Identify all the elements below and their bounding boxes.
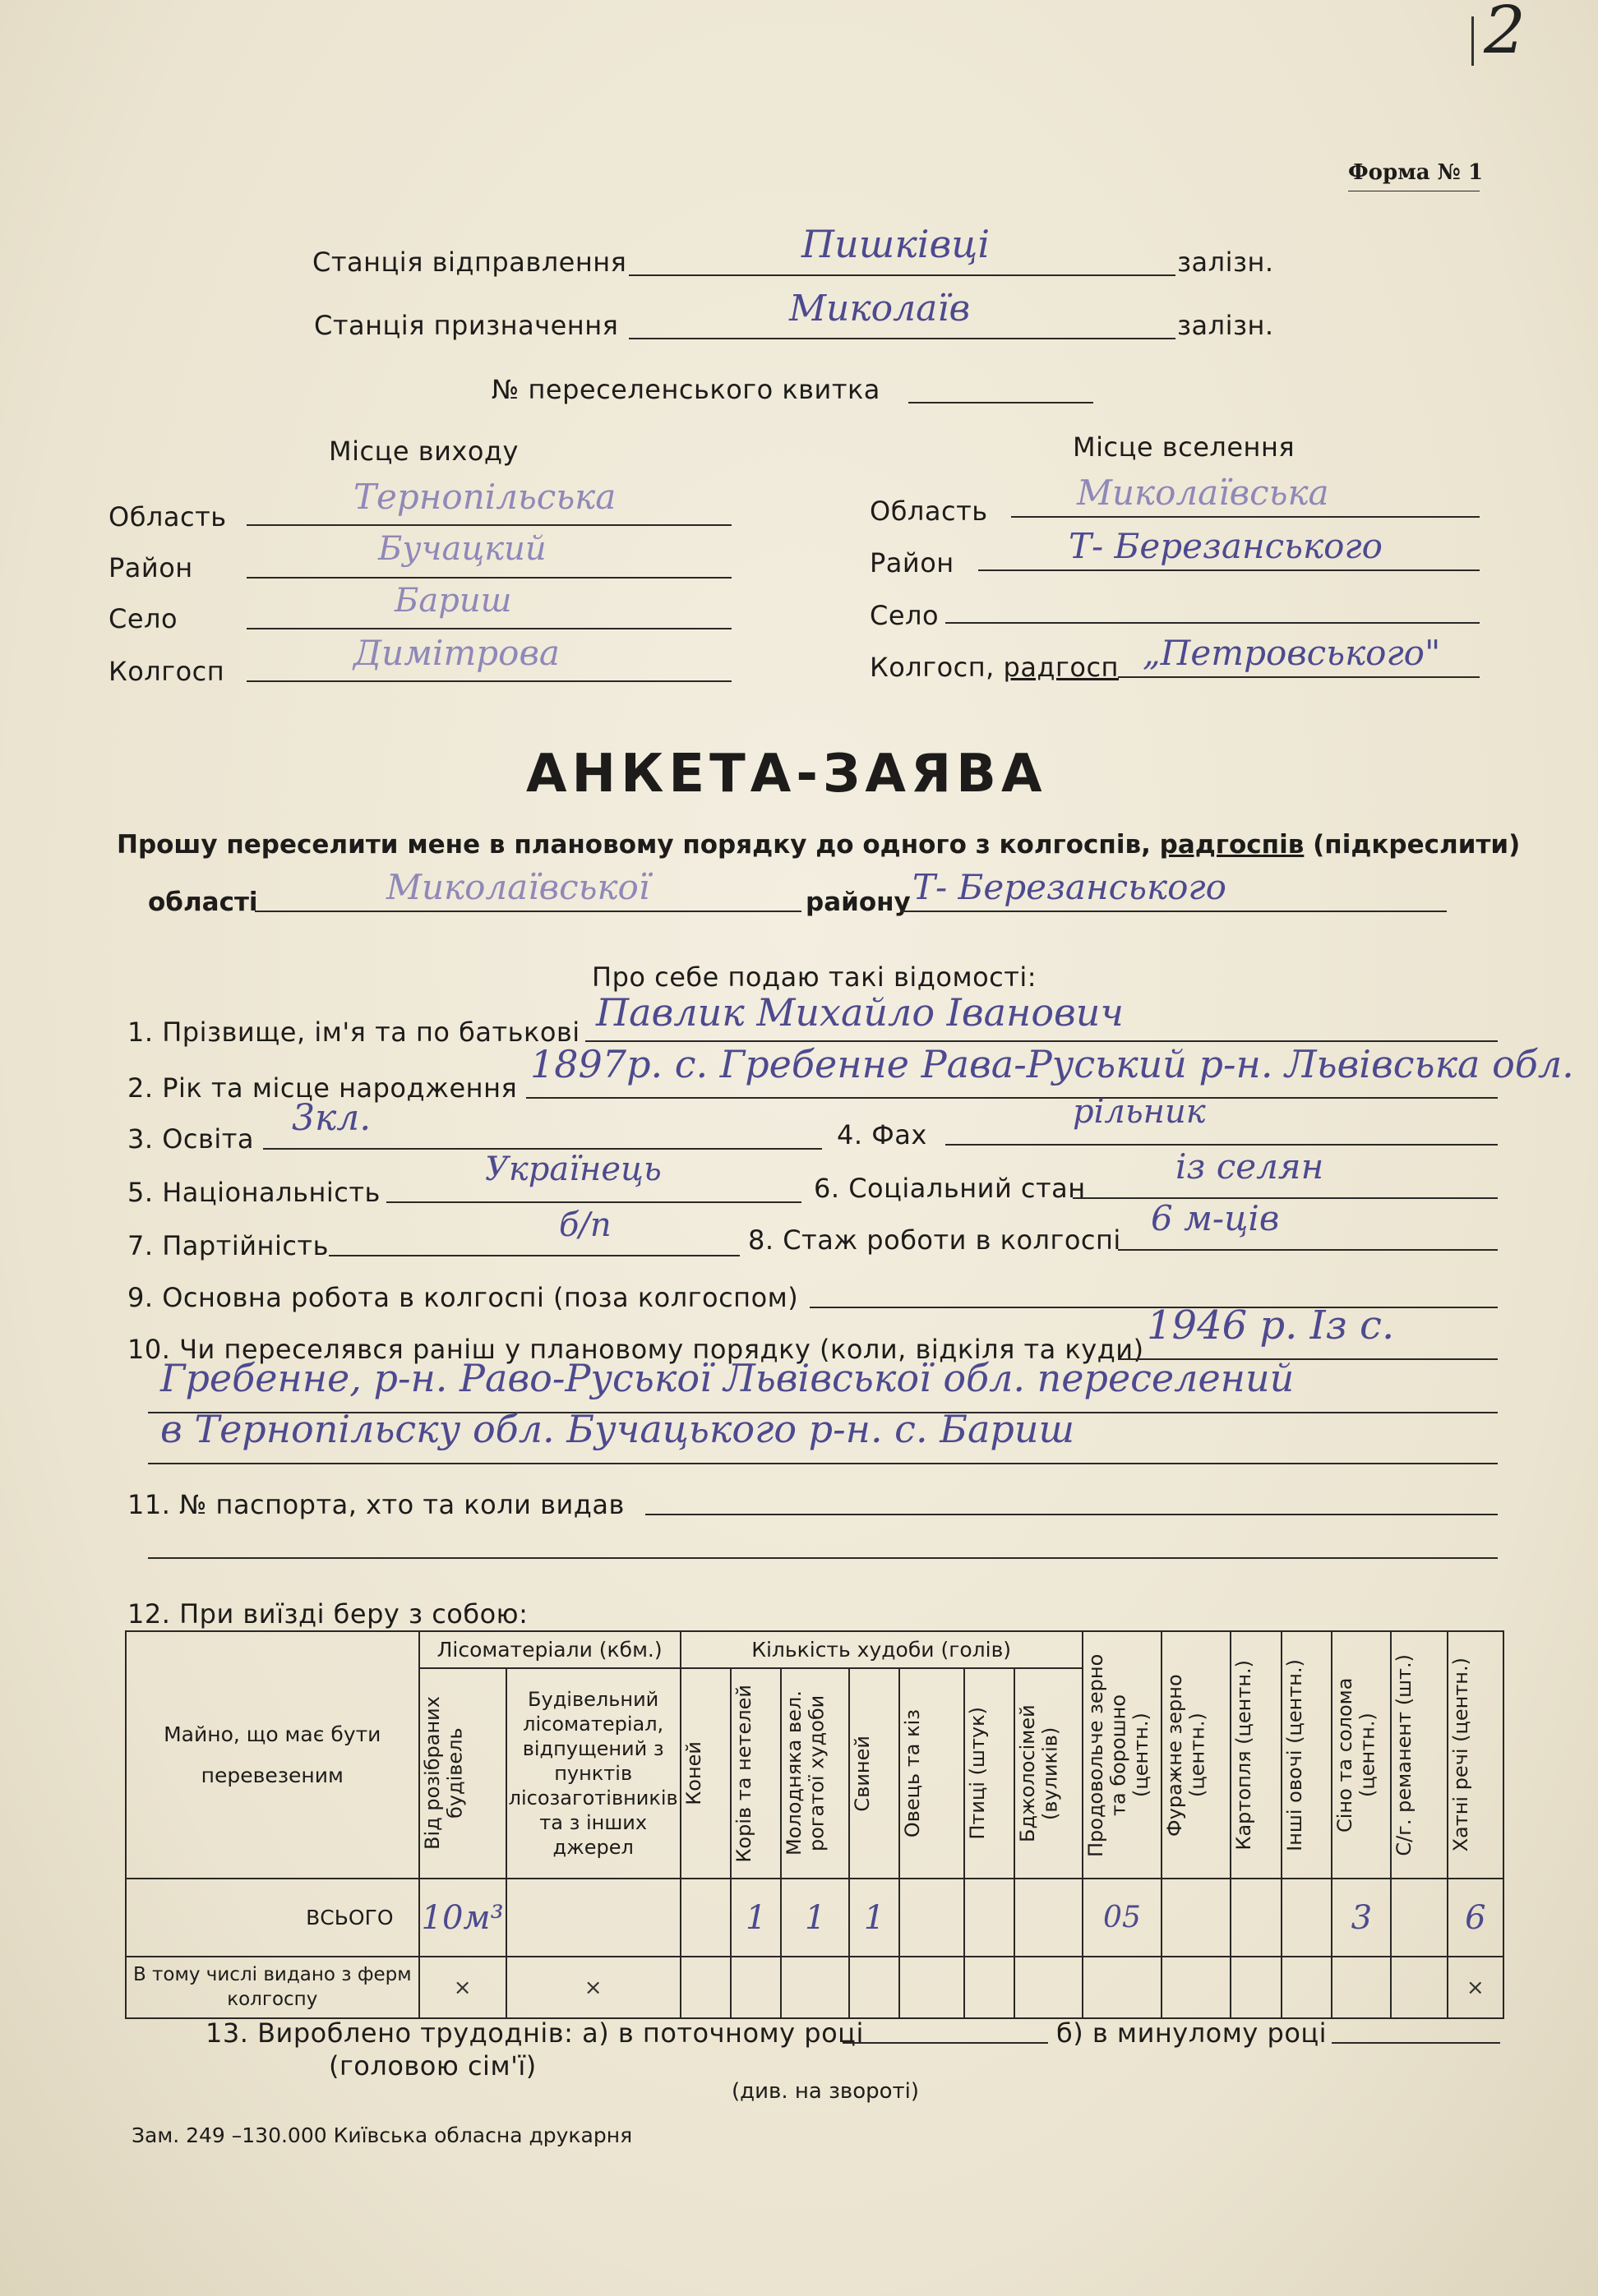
lumber-header: Лісоматеріали (кбм.): [419, 1631, 681, 1668]
page-number: 2: [1484, 0, 1526, 68]
row-total-label: ВСЬОГО: [126, 1879, 419, 1957]
f13-sub: (головою сім'ї): [329, 2050, 537, 2082]
total-pigs: 1: [849, 1879, 899, 1957]
f10-value-1: 1946 р. Із с.: [1147, 1302, 1395, 1349]
f7-label: 7. Партійність: [127, 1230, 329, 1261]
f1-label: 1. Прізвище, ім'я та по батькові: [127, 1017, 580, 1048]
table-row-total: [126, 1879, 1503, 1957]
printer-imprint: Зам. 249 –130.000 Київська обласна друкарня: [132, 2123, 633, 2147]
destination-raion-value: Т- Березанського: [1069, 526, 1383, 566]
f12-label: 12. При виїзді беру з собою:: [127, 1598, 529, 1630]
request-text: Прошу переселити мене в плановому порядку до одного з колгоспів, радгоспів (підкреслити): [117, 830, 1521, 860]
f6-value: із селян: [1175, 1146, 1324, 1187]
farm-building: ×: [506, 1957, 681, 2018]
col-birds: Птиці (штук): [965, 1707, 989, 1840]
col-pigs: Свиней: [850, 1735, 874, 1812]
form-title: АНКЕТА-ЗАЯВА: [526, 744, 1047, 805]
f5-value: Українець: [485, 1150, 662, 1188]
col-cows: Корів та нетелей: [732, 1684, 756, 1863]
table-row-farm: [126, 1957, 1503, 2018]
intro-text: Про себе подаю такі відомості:: [592, 961, 1037, 993]
request-oblast-value: Миколаївської: [386, 867, 650, 907]
f9-label: 9. Основна робота в колгоспі (поза колгоспом): [127, 1282, 799, 1313]
f2-value: 1897р. с. Гребенне Рава-Руський р-н. Львівська обл.: [530, 1042, 1574, 1086]
col-veg: Інші овочі (центн.): [1282, 1658, 1306, 1851]
total-young: 1: [781, 1879, 848, 1957]
f4-label: 4. Фах: [837, 1119, 927, 1150]
corner-tick: [1471, 16, 1474, 66]
f7-value: б/п: [559, 1206, 612, 1244]
total-dismantled: 10м³: [419, 1879, 506, 1957]
farm-house: ×: [1448, 1957, 1503, 2018]
f8-value: 6 м-ців: [1151, 1198, 1280, 1238]
col-sheep: Овець та кіз: [901, 1708, 925, 1838]
f6-label: 6. Соціальний стан: [814, 1173, 1086, 1204]
f2-label: 2. Рік та місце народження: [127, 1072, 518, 1104]
col-dismantled: Від розібраних будівель: [420, 1696, 467, 1851]
origin-raion-value: Бучацкий: [378, 530, 547, 568]
destination-kolhosp-value: „Петровського": [1143, 633, 1441, 673]
ticket-number-label: № переселенського квитка: [492, 374, 880, 405]
destination-raion-label: Район: [870, 547, 954, 579]
col-bees: Бджолосімей (вуликів): [1016, 1704, 1062, 1842]
destination-station-label: Станція призначення: [314, 310, 619, 341]
see-reverse: (див. на звороті): [732, 2079, 920, 2104]
col-horses: Коней: [681, 1741, 705, 1805]
col-tools: С/г. реманент (шт.): [1392, 1653, 1416, 1856]
origin-oblast-label: Область: [109, 501, 227, 533]
form-number: Форма № 1: [1348, 160, 1484, 185]
destination-rail-suffix: залізн.: [1177, 310, 1274, 341]
origin-selo-label: Село: [109, 603, 178, 634]
total-cows: 1: [731, 1879, 781, 1957]
request-oblast-label: області: [148, 888, 258, 917]
origin-kolhosp-value: Димітрова: [353, 633, 560, 673]
destination-oblast-label: Область: [870, 496, 988, 527]
f1-value: Павлик Михайло Іванович: [596, 990, 1125, 1035]
farm-dismantled: ×: [419, 1957, 506, 2018]
origin-kolhosp-label: Колгосп: [109, 656, 225, 687]
total-hay: 3: [1332, 1879, 1391, 1957]
departure-station-label: Станція відправлення: [312, 247, 627, 278]
destination-heading: Місце вселення: [1073, 431, 1295, 463]
f10-label: 10. Чи переселявся раніш у плановому порядку (коли, відкіля та куди): [127, 1334, 1144, 1365]
col-young: Молодняка вел. рогатої худоби: [783, 1690, 829, 1856]
col-house: Хатні речі (центн.): [1448, 1657, 1472, 1852]
total-grain: 05: [1083, 1879, 1162, 1957]
f8-label: 8. Стаж роботи в колгоспі: [748, 1224, 1121, 1256]
origin-selo-value: Бариш: [395, 582, 512, 620]
col-fodder: Фуражне зерно (центн.): [1163, 1673, 1209, 1837]
total-house: 6: [1448, 1879, 1503, 1957]
col-building: Будівельний лісоматеріал, відпущений з пунктів лісозаготівників та з інших джерел: [506, 1668, 681, 1879]
row-farm-label: В тому числі видано з ферм колгоспу: [126, 1957, 419, 2018]
col-grain: Продовольче зерно та борошно (центн.): [1083, 1653, 1152, 1857]
f10-value-3: в Тернопільску обл. Бучацького р-н. с. Бариш: [160, 1407, 1075, 1451]
goods-table: [125, 1630, 1504, 2019]
col-potato: Картопля (центн.): [1232, 1659, 1256, 1851]
goods-header: Майно, що має бути перевезеним: [126, 1631, 419, 1879]
origin-raion-label: Район: [109, 552, 193, 583]
col-hay: Сіно та солома (центн.): [1333, 1677, 1379, 1833]
f3-value: 3кл.: [292, 1097, 372, 1139]
livestock-header: Кількість худоби (голів): [681, 1631, 1083, 1668]
f3-label: 3. Освіта: [127, 1123, 254, 1155]
departure-station-value: Пишківці: [801, 222, 991, 266]
departure-rail-suffix: залізн.: [1177, 247, 1274, 278]
f10-value-2: Гребенне, р-н. Раво-Руської Львівської обл. переселений: [160, 1356, 1295, 1400]
f13-label-b: б) в минулому році: [1056, 2017, 1328, 2049]
request-raion-label: району: [806, 888, 911, 917]
f5-label: 5. Національність: [127, 1177, 381, 1208]
origin-heading: Місце виходу: [329, 436, 519, 467]
destination-kolhosp-label: Колгосп, радгосп: [870, 652, 1119, 683]
destination-oblast-value: Миколаївська: [1077, 473, 1329, 513]
f11-label: 11. № паспорта, хто та коли видав: [127, 1489, 625, 1520]
request-raion-value: Т- Березанського: [912, 867, 1226, 907]
f4-value: рільник: [1073, 1093, 1206, 1131]
f13-label: 13. Вироблено трудоднів: а) в поточному році: [206, 2017, 864, 2049]
destination-station-value: Миколаїв: [789, 288, 971, 330]
destination-selo-label: Село: [870, 600, 940, 631]
origin-oblast-value: Тернопільська: [353, 477, 617, 517]
